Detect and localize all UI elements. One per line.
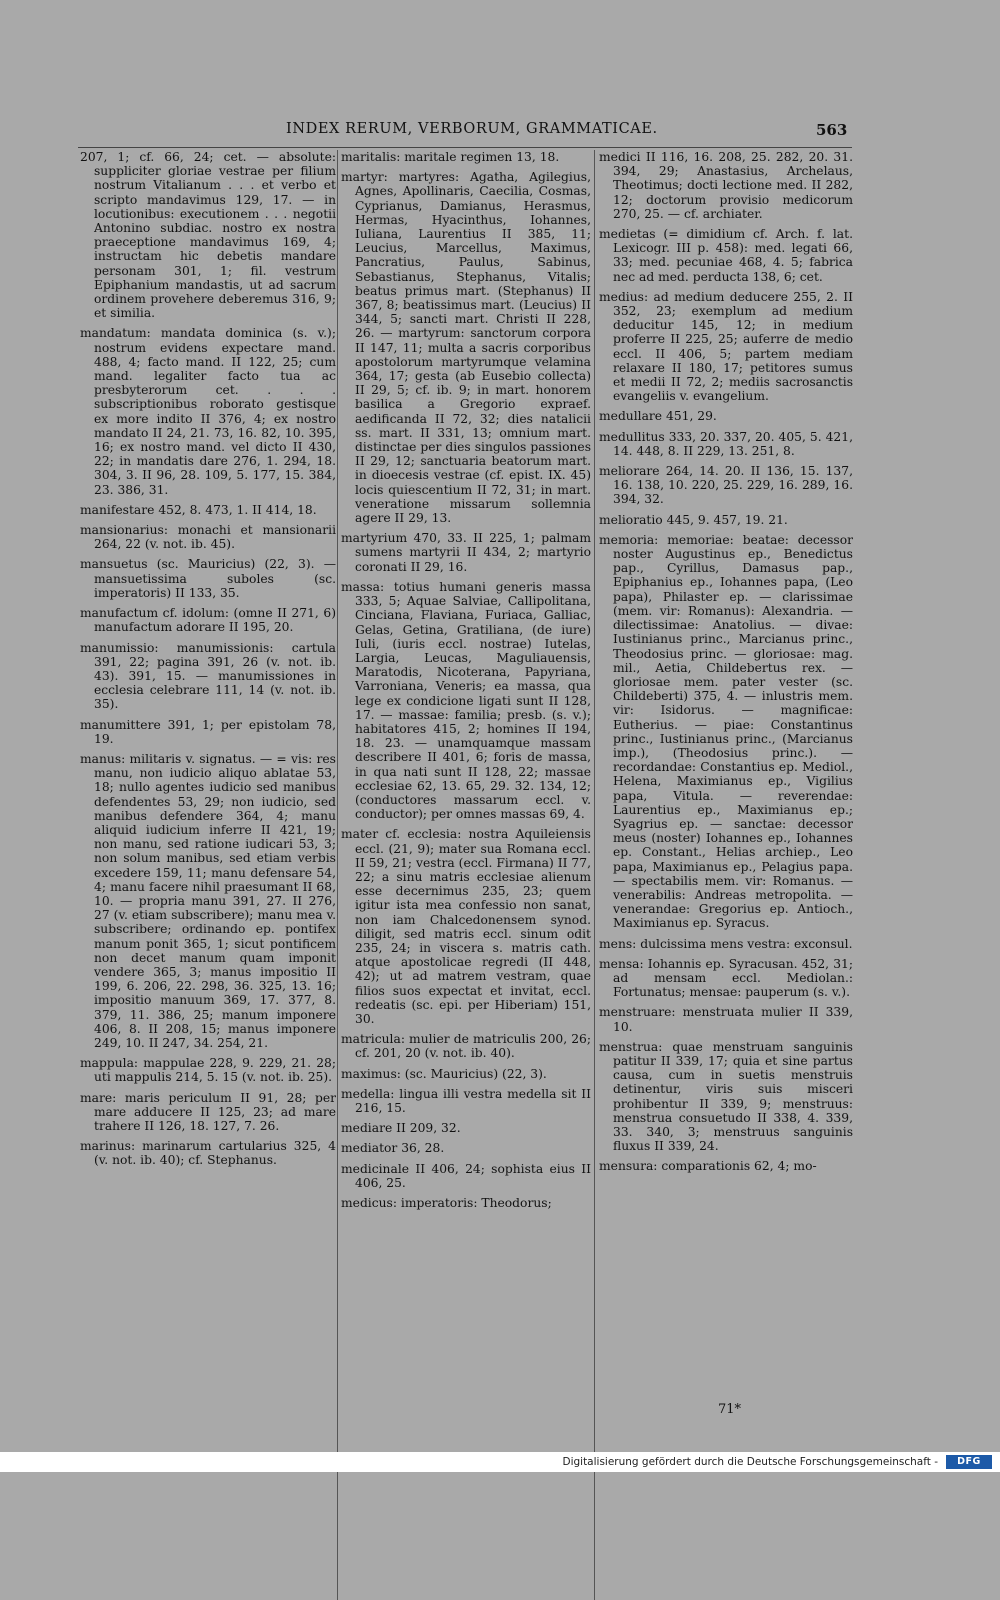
index-column-3 (599, 150, 853, 1180)
index-entry: medicinale II 406, 24; sophista eius II 406, 25. (341, 1161, 591, 1190)
index-entry: medici II 116, 16. 208, 25. 282, 20. 31. 394, 29; Anastasius, Archelaus, Theotimus; docti lectione med. II 282, 12; doctorum provisio medicorum 270, 25. — cf. archiater. (599, 150, 853, 221)
index-entry: menstruare: menstruata mulier II 339, 10. (599, 1005, 853, 1034)
column-divider (594, 150, 595, 1600)
index-entry: 207, 1; cf. 66, 24; cet. — absolute: suppliciter gloriae vestrae per filium nostrum Vitalianum . . . et verbo et scripto mandavimus 129, 17. — in locutionibus: executionem . . . negotii Antonino subdiac. nostro ex nostra praeceptione mandavimus 169, 4; instructam hic debetis mandare personam 301, 1; fil. vestrum Epiphanium mandastis, ut ad sacrum ordinem provehere deberemus 316, 9; et similia. (80, 150, 336, 321)
index-entry: maritalis: maritale regimen 13, 18. (341, 150, 560, 164)
index-entry: manufactum cf. idolum: (omne II 271, 6) manufactum adorare II 195, 20. (80, 606, 336, 635)
index-entry: mediator 36, 28. (341, 1141, 445, 1156)
index-entry: melioratio 445, 9. 457, 19. 21. (599, 512, 788, 527)
index-entry: matricula: mulier de matriculis 200, 26; cf. 201, 20 (v. not. ib. 40). (341, 1032, 591, 1061)
index-entry: manifestare 452, 8. 473, 1. II 414, 18. (80, 502, 317, 517)
index-entry: menstrua: quae menstruam sanguinis patitur II 339, 17; quia et sine partus causa, cum in suetis menstruis detinentur, viris suis misceri prohibentur II 339, 9; menstruus: menstrua consuetudo II 338, 4. 339, 33. 340, 3; menstruus sanguinis fluxus II 339, 24. (599, 1039, 853, 1154)
index-entry: mansuetus (sc. Mauricius) (22, 3). — mansuetissima suboles (sc. imperatoris) II 133, 35. (80, 557, 336, 600)
column-divider (337, 150, 338, 1600)
printer-signature: 71* (718, 1402, 742, 1417)
index-entry: manus: militaris v. signatus. — = vis: res manu, non iudicio aliquo ablatae 53, 18; nullo agentes iudicio sed manibus defendentes 53, 29; non iudicio, sed manibus defendere 364, 4; manu aliquid iudicium inferre II 421, 19; non manu, sed ratione iudicari 53, 3; non solum manibus, sed etiam verbis excedere 159, 11; manu defensare 54, 4; manu facere nihil praesumant II 68, 10. — propria manu 391, 27. II 276, 27 (v. etiam subscribere); manu mea v. subscribere; ordinando ep. pontifex manum ponit 365, 1; sicut pontificem non decet manum quam imponit vendere 365, 3; manus impositio II 199, 6. 206, 22. 298, 36. 325, 13. 16; impositio manuum 369, 17. 377, 8. 379, 11. 386, 25; manum imponere 406, 8. II 208, 15; manus imponere 249, 10. II 247, 34. 254, 21. (80, 751, 336, 1050)
index-entry: manumissio: manumissionis: cartula 391, 22; pagina 391, 26 (v. not. ib. 43). 391, 15. — manumissiones in ecclesia celebrare 111, 14 (v. not. ib. 35). (80, 640, 336, 712)
index-entry: martyr: martyres: Agatha, Agilegius, Agnes, Apollinaris, Caecilia, Cosmas, Cyprianus, Damianus, Herasmus, Hermas, Hyacinthus, Iohannes, Iuliana, Laurentius II 385, 11; Leucius, Marcellus, Maximus, Pancratius, Paulus, Sabinus, Sebastianus, Stephanus, Vitalis; beatus primus mart. (Stephanus) II 367, 8; beatissimus mart. (Leucius) II 344, 5; sancti mart. Christi II 228, 26. — martyrum: sanctorum corpora II 147, 11; multa a sacris corporibus apostolorum martyrumque velamina 364, 17; gesta (ab Eusebio collecta) II 29, 5; cf. ib. 9; in mart. honorem basilica a Gregorio expraef. aedificanda II 72, 32; dies natalicii ss. mart. II 331, 13; omnium mart. distinctae per dies singulos passiones II 29, 12; sanctuaria beatorum mart. in dioecesis vestrae (cf. epist. IX. 45) locis quiescentium II 72, 31; in mart. veneratione missarum sollemnia agere II 29, 13. (341, 170, 591, 526)
index-entry: martyrium 470, 33. II 225, 1; palmam sumens martyrii II 434, 2; martyrio coronati II 29, 16. (341, 531, 591, 574)
index-entry: medius: ad medium deducere 255, 2. II 352, 23; exemplum ad medium deducitur 145, 12; in medium proferre II 225, 25; auferre de medio eccl. II 406, 5; partem mediam relaxare II 180, 17; petitores sumus et medii II 72, 2; mediis sacrosanctis evangeliis v. evangelium. (599, 289, 853, 404)
index-entry: mandatum: mandata dominica (s. v.); nostrum evidens expectare mand. 488, 4; facto mand. II 122, 25; cum mand. legaliter facto tua ac presbyterorum cet. . . . subscriptionibus roborato gestisque ex more indito II 376, 4; ex nostro mandato II 24, 21. 73, 16. 82, 10. 395, 16; ex nostro mand. vel dicto II 430, 22; in mandatis dare 276, 1. 294, 18. 304, 3. II 96, 28. 109, 5. 177, 15. 384, 23. 386, 31. (80, 326, 336, 497)
index-entry: maximus: (sc. Mauricius) (22, 3). (341, 1066, 547, 1081)
index-column-2 (341, 150, 591, 1216)
index-entry: medella: lingua illi vestra medella sit II 216, 15. (341, 1086, 591, 1115)
index-entry: medullare 451, 29. (599, 409, 717, 424)
index-entry: massa: totius humani generis massa 333, 5; Aquae Salviae, Callipolitana, Cinciana, Flaviana, Furiaca, Galliac, Gelas, Getina, Gratiliana, (de iure) Iuli, (iuris eccl. nostrae) Iutelas, Largia, Leucas, Maguliauensis, Maratodis, Nicoterana, Papyriana, Varroniana, Veneris; ea massa, qua lege ex condicione ligati sunt II 128, 17. — massae: familia; presb. (s. v.); habitatores 415, 2; homines II 194, 18. 23. — unamquamque massam describere II 401, 6; foris de massa, in qua nati sunt II 128, 22; massae ecclesiae 62, 13. 65, 29. 32. 134, 12; (conductores massarum eccl. v. conductor); per omnes massas 69, 4. (341, 579, 591, 822)
index-column-1 (80, 150, 336, 1174)
running-head: INDEX RERUM, VERBORUM, GRAMMATICAE. (286, 121, 658, 137)
index-entry: meliorare 264, 14. 20. II 136, 15. 137, 16. 138, 10. 220, 25. 229, 16. 289, 16. 394, 32. (599, 464, 853, 507)
index-entry: medullitus 333, 20. 337, 20. 405, 5. 421, 14. 448, 8. II 229, 13. 251, 8. (599, 429, 853, 458)
index-entry: mensura: comparationis 62, 4; mo- (599, 1159, 817, 1174)
index-entry: medicus: imperatoris: Theodorus; (341, 1196, 552, 1211)
index-entry: mater cf. ecclesia: nostra Aquileiensis eccl. (21, 9); mater sua Romana eccl. II 59, 21; vestra (eccl. Firmana) II 77, 22; a sinu matris ecclesiae alienum esse decernimus 235, 23; quem igitur ista mea confessio non sanat, non iam Chalcedonensem synod. diligit, sed matris eccl. sinum odit 235, 24; in viscera s. matris cath. atque apostolicae regredi (II 448, 42); ut ad matrem vestram, quae filios suos expectat et invitat, eccl. redeatis (sc. epi. per Hiberiam) 151, 30. (341, 827, 591, 1026)
index-entry: mappula: mappulae 228, 9. 229, 21. 28; uti mappulis 214, 5. 15 (v. not. ib. 25). (80, 1056, 336, 1085)
index-entry: memoria: memoriae: beatae: decessor noster Augustinus ep., Benedictus pap., Cyrillus, Damasus pap., Epiphanius ep., Iohannes papa, (Leo papa), Philaster ep. — clarissimae (mem. vir: Romanus): Alexandria. — dilectissimae: Anatolius. — divae: Iustinianus princ., Marcianus princ., Theodosius princ. — gloriosae: mag. mil., Aetia, Childebertus rex. — gloriosae mem. pater vester (sc. Childeberti) 375, 4. — inlustris mem. vir: Isidorus. — magnificae: Eutherius. — piae: Constantinus princ., Iustinianus princ., (Marcianus imp.), (Theodosius princ.). — recordandae: Constantius ep. Mediol., Helena, Maximianus ep., Vigilius papa, Vitula. — reverendae: Laurentius ep., Maximianus ep.; Syagrius ep. — sanctae: decessor meus (noster) Iohannes ep., Iohannes ep. Constant., Helias archiep., Leo papa, Maximianus ep., Pelagius papa. — spectabilis mem. vir: Romanus. — venerabilis: Andreas metropolita. — venerandae: Gregorius ep. Antioch., Maximianus ep. Syracus. (599, 532, 853, 931)
index-entry: mare: maris periculum II 91, 28; per mare adducere II 125, 23; ad mare trahere II 126, 18. 127, 7. 26. (80, 1090, 336, 1133)
index-entry: medietas (= dimidium cf. Arch. f. lat. Lexicogr. III p. 458): med. legati 66, 33; med. pecuniae 468, 4. 5; fabrica nec ad med. perducta 138, 6; cet. (599, 227, 853, 284)
index-entry: mensa: Iohannis ep. Syracusan. 452, 31; ad mensam eccl. Mediolan.: Fortunatus; mensae: pauperum (s. v.). (599, 956, 853, 1000)
dfg-logo: DFG (946, 1455, 992, 1469)
index-entry: marinus: marinarum cartularius 325, 4 (v. not. ib. 40); cf. Stephanus. (80, 1139, 336, 1168)
index-entry: mediare II 209, 32. (341, 1121, 461, 1136)
index-entry: mens: dulcissima mens vestra: exconsul. (599, 936, 853, 951)
index-entry: manumittere 391, 1; per epistolam 78, 19. (80, 717, 336, 746)
funding-credit: Digitalisierung gefördert durch die Deutsche Forschungsgemeinschaft - (562, 1456, 938, 1468)
header-rule (78, 147, 852, 148)
page-number: 563 (816, 121, 848, 139)
index-entry: mansionarius: monachi et mansionarii 264, 22 (v. not. ib. 45). (80, 523, 336, 552)
